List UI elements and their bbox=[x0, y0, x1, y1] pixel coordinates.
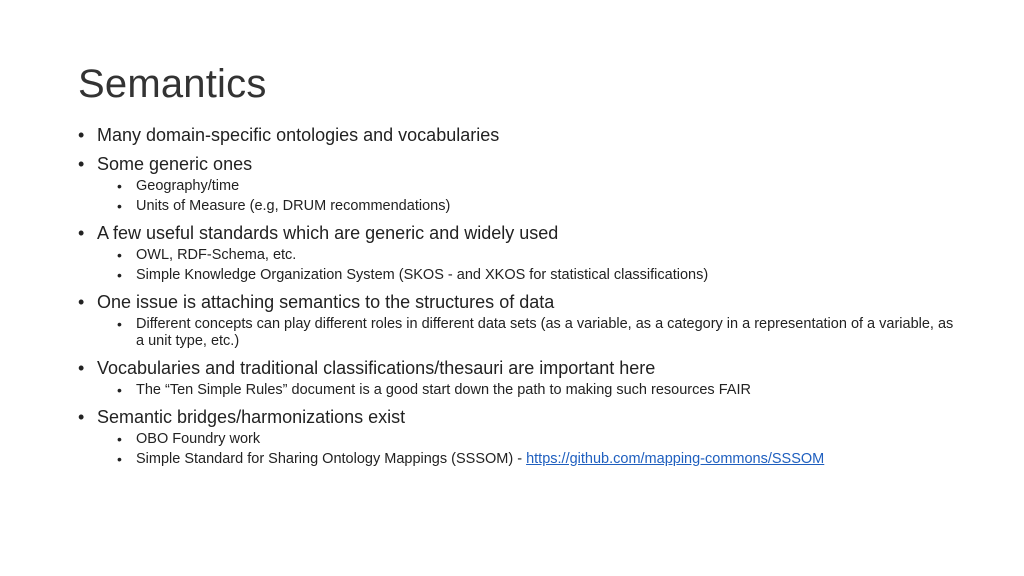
bullet-text: A few useful standards which are generic and widely used bbox=[97, 223, 559, 243]
bullet-dot-icon: • bbox=[117, 451, 122, 467]
sub-bullet-item bbox=[117, 382, 958, 399]
bullet-dot-icon: • bbox=[78, 154, 85, 174]
bullet-dot-icon: • bbox=[117, 247, 122, 263]
sub-bullet-text: OBO Foundry work bbox=[136, 431, 261, 447]
sub-bullet-item bbox=[117, 431, 958, 448]
sub-bullet-item bbox=[117, 316, 958, 350]
sub-bullet-item bbox=[117, 451, 958, 468]
sub-bullet-item bbox=[117, 267, 958, 284]
sub-bullet-list bbox=[78, 316, 958, 350]
bullet-text: One issue is attaching semantics to the structures of data bbox=[97, 292, 555, 312]
sub-bullet-text: Units of Measure (e.g, DRUM recommendations) bbox=[136, 198, 451, 214]
sub-bullet-list bbox=[78, 431, 958, 468]
bullet-text: Some generic ones bbox=[97, 154, 253, 174]
bullet-dot-icon: • bbox=[117, 431, 122, 447]
sub-bullet-list bbox=[78, 382, 958, 399]
bullet-dot-icon: • bbox=[78, 358, 85, 378]
sssom-link[interactable]: https://github.com/mapping-commons/SSSOM bbox=[526, 451, 825, 467]
sub-bullet-text: Different concepts can play different roles in different data sets (as a variable, as a category in a representation of a variable, as a unit type, etc.) bbox=[136, 316, 954, 349]
sub-bullet-list bbox=[78, 178, 958, 215]
bullet-dot-icon: • bbox=[78, 292, 85, 312]
slide-title: Semantics bbox=[78, 62, 267, 106]
bullet-text: Many domain-specific ontologies and vocabularies bbox=[97, 125, 500, 145]
sub-bullet-text: Simple Knowledge Organization System (SKOS - and XKOS for statistical classifications) bbox=[136, 267, 709, 283]
sub-bullet-item bbox=[117, 247, 958, 264]
bullet-item bbox=[78, 406, 958, 428]
sub-bullet-text: The “Ten Simple Rules” document is a good start down the path to making such resources FAIR bbox=[136, 382, 751, 398]
bullet-dot-icon: • bbox=[117, 198, 122, 214]
bullet-dot-icon: • bbox=[117, 382, 122, 398]
bullet-dot-icon: • bbox=[117, 178, 122, 194]
bullet-text: Semantic bridges/harmonizations exist bbox=[97, 407, 406, 427]
sub-bullet-text: Geography/time bbox=[136, 178, 240, 194]
bullet-item bbox=[78, 291, 958, 313]
bullet-item bbox=[78, 153, 958, 175]
sub-bullet-text: Simple Standard for Sharing Ontology Mappings (SSSOM) - bbox=[136, 451, 527, 467]
sub-bullet-list bbox=[78, 247, 958, 284]
bullet-dot-icon: • bbox=[78, 223, 85, 243]
bullet-item bbox=[78, 357, 958, 379]
sub-bullet-item bbox=[117, 178, 958, 195]
bullet-dot-icon: • bbox=[78, 407, 85, 427]
bullet-dot-icon: • bbox=[78, 125, 85, 145]
sub-bullet-text: OWL, RDF-Schema, etc. bbox=[136, 247, 297, 263]
bullet-dot-icon: • bbox=[117, 267, 122, 283]
bullet-text: Vocabularies and traditional classifications/thesauri are important here bbox=[97, 358, 656, 378]
sub-bullet-item bbox=[117, 198, 958, 215]
bullet-list bbox=[78, 124, 958, 468]
bullet-dot-icon: • bbox=[117, 316, 122, 332]
bullet-item bbox=[78, 222, 958, 244]
bullet-item bbox=[78, 124, 958, 146]
